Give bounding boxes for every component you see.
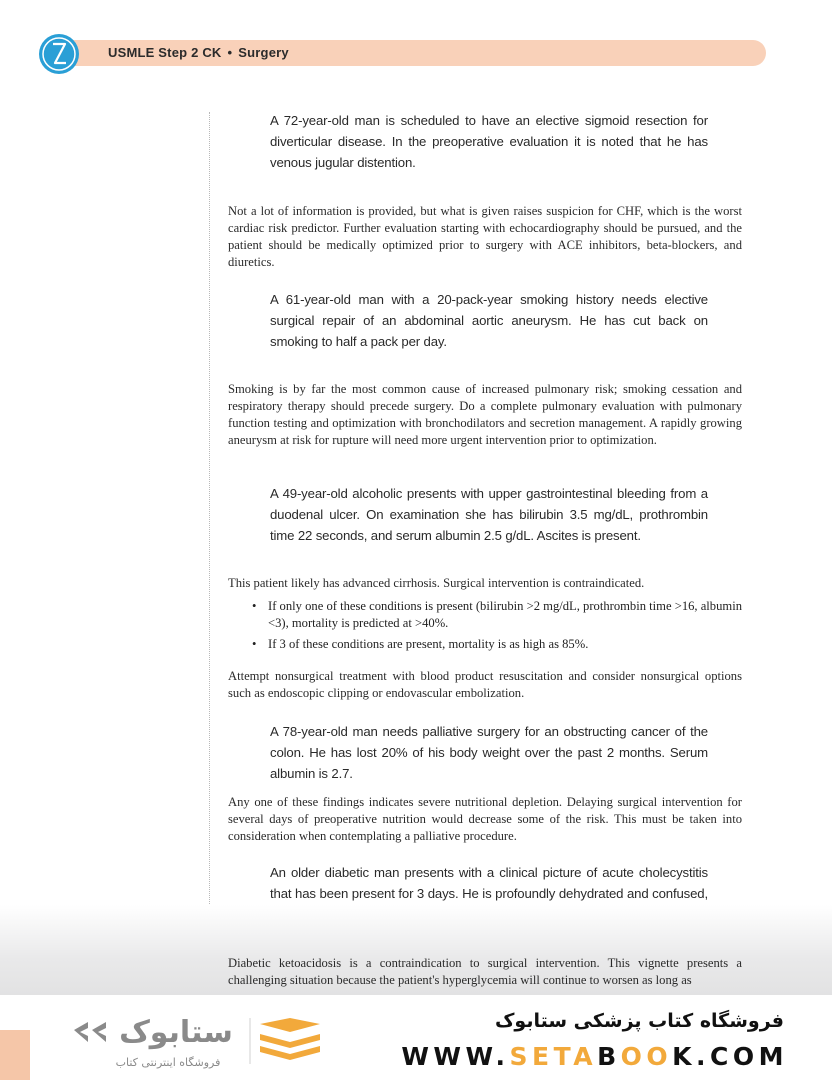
book-stack-icon: [248, 1016, 326, 1066]
url-highlight: SETA: [509, 1042, 598, 1071]
clinical-vignette: A 72-year-old man is scheduled to have an elective sigmoid resection for diverticular disease. In the preoperative evaluation it is noted that he has venous jugular distention.: [270, 113, 708, 170]
logo-tagline: فروشگاه اینترنتی کتاب: [115, 1056, 221, 1069]
setabook-logo: [68, 1008, 238, 1072]
store-url[interactable]: [401, 1042, 788, 1071]
chapter-logo-icon: [38, 33, 80, 75]
clinical-vignette: A 61-year-old man with a 20-pack-year smoking history needs elective surgical repair of an abdominal aortic aneurysm. He has cut back on smoking to half a pack per day.: [270, 292, 708, 349]
url-suffix: K.COM: [672, 1042, 788, 1071]
bullet-item: • If only one of these conditions is present (bilirubin >2 mg/dL, prothrombin time >16, albumin <3), mortality is predicted at >40%.: [250, 598, 742, 632]
clinical-vignette: A 78-year-old man needs palliative surgery for an obstructing cancer of the colon. He has lost 20% of his body weight over the past 2 months. Serum albumin is 2.7.: [270, 724, 708, 781]
explanation-paragraph: Any one of these findings indicates severe nutritional depletion. Delaying surgical intervention for several days of preoperative nutrition would decrease some of the risk. This must be taken into consideration when contemplating a palliative procedure.: [228, 795, 742, 843]
bullet-list: [250, 598, 742, 657]
clinical-vignette: An older diabetic man presents with a clinical picture of acute cholecystitis that has been present for 3 days. He is profoundly dehydrated and confused,: [270, 865, 708, 901]
url-prefix: WWW.: [401, 1042, 510, 1071]
explanation-paragraph: Not a lot of information is provided, but what is given raises suspicion for CHF, which is the worst cardiac risk predictor. Further evaluation starting with echocardiography should be pursued, and the patient should be medically optimized prior to surgery with ACE inhibitors, beta-blockers, and diuretics.: [228, 204, 742, 269]
book-title: USMLE Step 2 CK: [108, 45, 222, 60]
logo-wordmark: ستابوک: [119, 1015, 233, 1050]
explanation-paragraph: Diabetic ketoacidosis is a contraindication to surgical intervention. This vignette presents a challenging situation because the patient's hyperglycemia will continue to worsen as long as: [228, 956, 742, 987]
banner-accent: [0, 1030, 30, 1080]
header-separator: •: [227, 45, 233, 60]
section-title: Surgery: [238, 45, 289, 60]
clinical-vignette: A 49-year-old alcoholic presents with upper gastrointestinal bleeding from a duodenal ulcer. On examination she has bilirubin 3.5 mg/dL, prothrombin time 22 seconds, and serum albumin 2.5 g/dL. Ascites is present.: [270, 486, 708, 543]
margin-rule: [209, 112, 210, 992]
explanation-paragraph: This patient likely has advanced cirrhosis. Surgical intervention is contraindicated.: [228, 576, 645, 590]
explanation-paragraph: Attempt nonsurgical treatment with blood product resuscitation and consider nonsurgical options such as endoscopic clipping or endovascular embolization.: [228, 669, 742, 700]
explanation-paragraph: Smoking is by far the most common cause of increased pulmonary risk; smoking cessation and respiratory therapy should precede surgery. Do a complete pulmonary evaluation with pulmonary function testing and optimization with bronchodilators and secretion management. A rapidly growing aneurysm at risk for rupture will need more urgent intervention prior to optimization.: [228, 382, 742, 447]
url-highlight: OO: [620, 1042, 673, 1071]
store-name: فروشگاه کتاب پزشکی ستابوک: [494, 1010, 784, 1032]
running-header-title: [108, 45, 289, 60]
bullet-item: • If 3 of these conditions are present, mortality is as high as 85%.: [250, 636, 742, 653]
url-part: B: [597, 1042, 621, 1071]
